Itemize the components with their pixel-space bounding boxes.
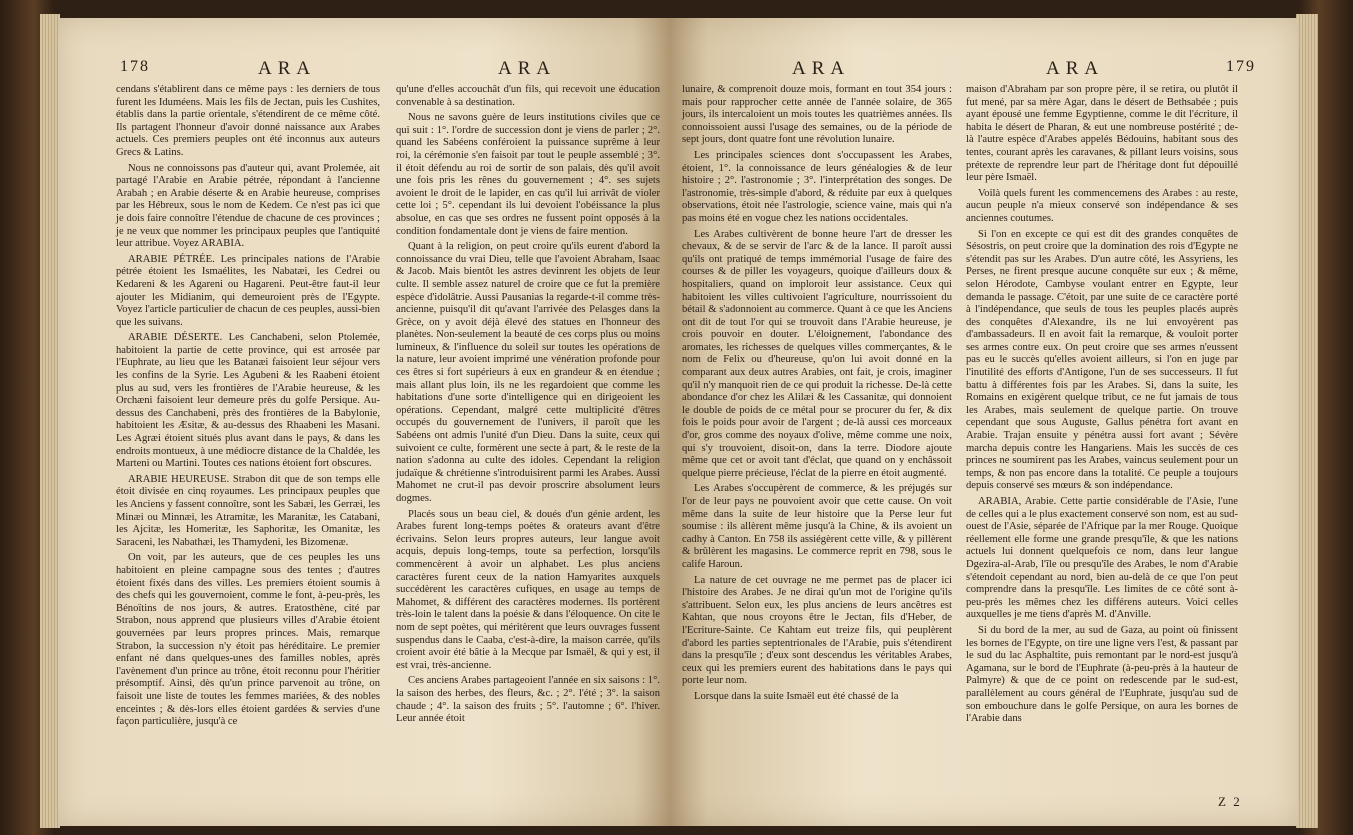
left-page: [58, 18, 670, 826]
paragraph: Voilà quels furent les commencemens des Arabes : au reste, aucun peuple n'a mieux conservé son indépendance & ses anciennes coutumes.: [966, 187, 1238, 224]
right-page-column-2: [966, 84, 1238, 729]
paragraph: ARABIA, Arabie. Cette partie considérable de l'Asie, l'une de celles qui a le plus exactement conservé son nom, est au sud-ouest de l'Asie, séparée de l'Afrique par la mer Rouge. Quoique réellement elle forme une grande presqu'île, & que les nations actuels lui donnent quelquefois ce nom, dans leur langue Dgezira-al-Arab, l'île ou presqu'île des Arabes, le nom d'Arabie s'étendoit cependant au nord, bien au-delà de ce que l'on peut comprendre dans la presqu'île. Les limites de ce côté sont à-peu-près les mêmes chez les différens auteurs. Voici celles auxquelles je me tiens d'après M. d'Anville.: [966, 496, 1238, 621]
paragraph: Les Arabes s'occupèrent de commerce, & les préjugés sur l'or de leur pays ne pouvoient avoir que cette cause. On voit même dans la suite de leur histoire que la Perse leur fut soumise : ils allèrent même jusqu'à la Chine, & ils avoient un cadhy à Canton. En 758 ils assiégèrent cette ville, & y pillèrent & brûlèrent les magasins. Le commerce reprit en 798, sous le calife Haroun.: [682, 483, 952, 570]
paragraph: Placés sous un beau ciel, & doués d'un génie ardent, les Arabes furent long-temps poètes & orateurs avant d'être écrivains. Selon leurs propres auteurs, leur langue avoit acquis, depuis long-temps, toute sa perfection, lorsqu'ils commencèrent à avoir un alphabet. Les plus anciens caractères furent ceux de la nation Hamyarites auxquels succédèrent les caractères cufiques, en usage au temps de Mahomet, & différent des caractères modernes. Ils portèrent très-loin le talent dans la poésie & dans l'éloquence. On cite le nom de sept poètes, qui méritèrent que leurs ouvrages fussent suspendus dans le Caaba, c'est-à-dire, la maison carrée, qu'ils croient avoir été bâtie à la Mecque par Ismaël, & qui y est, il est vrai, très-ancienne.: [396, 508, 660, 671]
paragraph: La nature de cet ouvrage ne me permet pas de placer ici l'histoire des Arabes. Je ne dirai qu'un mot de l'origine qu'ils s'attribuent. Selon eux, les plus anciens de leurs ancêtres est Kahtan, que nous croyons être le Jectan, fils d'Heber, de l'Ecriture-Sainte. Ce Kahtam eut treize fils, qui peuplèrent d'abord les parties septentrionales de l'Arabie, puis s'étendirent dans la presqu'île ; d'eux sont descendus les véritables Arabes, ceux qui les premiers eurent des habitations dans le pays qui porte leur nom.: [682, 574, 952, 687]
paragraph: Les Arabes cultivèrent de bonne heure l'art de dresser les chevaux, & de se servir de l'arc & de la lance. Il paroît aussi qu'ils ont pratiqué de temps immémorial l'usage de faire des courses & de piller les voyageurs, quoique d'ailleurs doux & hospitaliers, quand on imploroit leur assistance. Ceux qui habitoient les villes cultivoient l'agriculture, nourrissoient du bétail & s'adonnoient au commerce. Quant à ce que les Anciens ont dit de tout l'or qui se trouvoit dans l'Arabie heureuse, je crois pouvoir en douter. L'éloignement, l'abondance des aromates, les richesses de quelques villes commerçantes, & le nom de Felix ou d'heureuse, qu'on lui avoit donné en la comparant aux deux autres Arabies, ont fait, je crois, imaginer qu'il n'y manquoit rien de ce qui produit la richesse. De-là cette abondance d'or chez les Alilæi & les Cassanitæ, qui donnoient le double de poids de ce métal pour se procurer du fer, & dix fois le poids pour avoir de l'argent ; de-là aussi ces morceaux d'or, gros comme des noyaux d'olive, même comme une noix, qui s'y trouvoient, disoit-on, dans la terre. Diodore ajoute même que cet or avoit tant d'éclat, que quand on y enchâssoit quelque pierre précieuse, l'éclat de la pierre en étoit augmenté.: [682, 228, 952, 479]
running-head-right-b: ARA: [1046, 58, 1105, 79]
right-page-edges: [1296, 14, 1318, 828]
right-page-column-1: [682, 84, 952, 707]
paragraph: Ces anciens Arabes partageoient l'année en six saisons : 1°. la saison des herbes, des fleurs, &c. ; 2°. l'été ; 3°. la saison chaude ; 4°. la saison des fruits ; 5°. l'automne ; 6°. l'hiver. Leur année étoit: [396, 675, 660, 725]
paragraph: ARABIE DÉSERTE. Les Canchabeni, selon Ptolemée, habitoient la partie de cette province, qui est arrosée par l'Euphrate, au lieu que les Batanæi faisoient leur séjour vers les confins de la Syrie. Les Agubeni & les Raabeni étoient plus au sud, vers les frontières de l'Arabie heureuse, & les Orchæni faisoient leur demeure près du golfe Persique. Au-dessus des Canchabeni, près des frontières de la Babylonie, habitoient les Æsitæ, & au-dessus des Rhaabeni les Masani. Les Agræi étoient situés plus avant dans le pays, & dans les endroits montueux, à une médiocre distance de la Chaldée, les Marteni ou Martini. Toutes ces nations étoient fort obscures.: [116, 332, 380, 470]
left-page-column-1: [116, 84, 380, 732]
paragraph: Nous ne connoissons pas d'auteur qui, avant Prolemée, ait partagé l'Arabie en Arabie pétrée, répondant à l'ancienne Arabah ; en Arabie déserte & en Arabie heureuse, comprises par les Hébreux, sous le nom de Kedem. Ce n'est pas ici que je dois faire connoître l'étendue de chacune de ces provinces ; je ne veux que nommer les principaux peuples que l'antiquité leur attribue. Voyez ARABIA.: [116, 162, 380, 250]
paragraph: Quant à la religion, on peut croire qu'ils eurent d'abord la connoissance du vrai Dieu, telle que l'avoient Abraham, Isaac & Jacob. Mais bientôt les astres devinrent les objets de leur culte. Il semble assez naturel de croire que ce fut la première espèce d'idolâtrie. Aussi Pausanias la regarde-t-il comme très-ancienne, puisqu'il dit qu'avant l'arrivée des Pelasges dans la Grèce, on y avoit déjà élevé des statues en l'honneur des planètes. Non-seulement la beauté de ces corps plus ou moins lumineux, & l'influence du soleil sur toutes les opérations de la nature, leur avoient imprimé une vénération profonde pour ces êtres si fort supérieurs à eux en grandeur & en étendue ; mais allant plus loin, ils ne les regardoient que comme les habitations d'une sorte d'intelligence qui en dirigeoient les opérations. Cependant, malgré cette multiplicité d'êtres occupés du gouvernement de l'univers, il paroît que les Sabéens ont admis l'unité d'un Dieu. Dans la suite, ceux qui suivoient ce culte, formèrent une secte à part, & le reste de la nation s'adonna au culte des idoles. Cependant la religion judaïque & chrétienne s'introduisirent parmi les Arabes. Aussi Mahomet ne crut-il pas devoir proscrire absolument leurs dogmes.: [396, 241, 660, 504]
paragraph: maison d'Abraham par son propre père, il se retira, ou plutôt il fut mené, par sa mère Agar, dans le désert de Bethsabée ; puis ayant épousé une femme Egyptienne, comme le dit l'écriture, il habita le désert de Pharan, & eut une nombreuse postérité ; de-là l'autre espèce d'Arabes appelés Bédouins, habitant sous des tentes, courant après les caravanes, & pillant leurs voisins, sous prétexte de reprendre leur part de l'héritage dont fut dépouillé leur père Ismaël.: [966, 84, 1238, 184]
paragraph: qu'une d'elles accouchât d'un fils, qui recevoit une éducation convenable à sa destination.: [396, 84, 660, 108]
paragraph: lunaire, & comprenoit douze mois, formant en tout 354 jours : mais pour rapprocher cette année de l'année solaire, de 365 jours, ils intercaloient un mois toutes les quatrièmes années. Ils connoissoient aussi l'usage des semaines, ou de la période de sept jours, dont quatre font une révolution lunaire.: [682, 84, 952, 146]
paragraph: Les principales sciences dont s'occupassent les Arabes, étoient, 1°. la connoissance de leurs généalogies & de leur histoire ; 2°. l'astronomie ; 3°. l'interprétation des songes. De l'astronomie, très-simple d'abord, & réduite par eux à quelques observations, étoit née l'astrologie, science vaine, mais qui n'a pas moins été en vogue chez les nations occidentales.: [682, 149, 952, 224]
right-page: [670, 18, 1298, 826]
running-head-left-b: ARA: [498, 58, 557, 79]
page-number-right: 179: [1226, 58, 1256, 75]
paragraph: Si du bord de la mer, au sud de Gaza, au point où finissent les bornes de l'Egypte, on tire une ligne vers l'est, & passant par le sud du lac Asphaltite, puis remontant par le nord-est jusqu'à Agamana, sur le bord de l'Euphrate (à-peu-près à la hauteur de Palmyre) & que de ce point on redescende par le sud-est, parallèlement au cours général de l'Euphrate, jusqu'au sud de son embouchure dans le golfe Persique, on aura les bornes de l'Arabie dans: [966, 624, 1238, 725]
paragraph: ARABIE HEUREUSE. Strabon dit que de son temps elle étoit divisée en cinq royaumes. Les principaux peuples que les Anciens y fassent connoître, sont les Sabæi, les Gerræi, les Minæi ou Minnæi, les Atramitæ, les Maranitæ, les Catabani, les Ajcitæ, les Homeritæ, les Saphoritæ, les Omanitæ, les Saraceni, les Nabathæi, les Thamydeni, les Bizomenæ.: [116, 473, 380, 548]
left-page-column-2: [396, 84, 660, 729]
running-head-right-a: ARA: [792, 58, 851, 79]
paragraph: Nous ne savons guère de leurs institutions civiles que ce qui suit : 1°. l'ordre de succession dont je viens de parler ; 2°. quand les Sabéens conféroient la puissance suprême à leur roi, la cérémonie s'en faisoit par tout le peuple assemblé ; 3°. il étoit défendu au roi de sortir de son palais, dès qu'il avoit une fois pris les rênes du gouvernement ; 4°. ses sujets avoient le droit de le lapider, en cas qu'il lui arrivât de violer cette loi ; 5°. cependant ils lui devoient l'obéissance la plus absolue, en cas que ses ordres ne fussent point opposés à la condition fondamentale dont je viens de faire mention.: [396, 112, 660, 237]
paragraph: ARABIE PÉTRÉE. Les principales nations de l'Arabie pétrée étoient les Ismaélites, les Nabatæi, les Cedrei ou Kedareni & les Agareni ou Hagareni. Peut-être faut-il leur ajouter les Midianim, qui demeuroient près de l'Egypte. Voyez l'article particulier de chacun de ces peuples, aussi-bien que les suivans.: [116, 253, 380, 328]
paragraph: cendans s'établirent dans ce même pays : les derniers de tous furent les Iduméens. Mais les fils de Jectan, puis les Cushites, établis dans la partie orientale, s'étendirent de ce même côté. Ils partagent l'honneur d'avoir donné naissance aux Arabes actuels. Ces premiers peuples ont été inconnus aux auteurs Grecs & Latins.: [116, 84, 380, 158]
paragraph: On voit, par les auteurs, que de ces peuples les uns habitoient en pleine campagne sous des tentes ; d'autres étoient fixés dans des villes. Les premiers étoient soumis à des chefs qui les gouvernoient, comme le font, à-peu-près, les Bénoïtins de nos jours, & autres. Eratosthène, cité par Strabon, nous apprend que plusieurs villes d'Arabie étoient gouvernées par leurs propres princes. Mais, remarque Strabon, la succession n'y étoit pas héréditaire. Le premier enfant né dans quelques-unes des familles nobles, après l'avènement d'un prince au trône, étoit reconnu pour l'héritier présomptif. Ainsi, dès qu'un prince parvenoit au trône, on faisoit une liste de toutes les femmes mariées, & des nobles enceintes ; & dès-lors elles étoient gardées & servies d'une façon particulière, jusqu'à ce: [116, 552, 380, 728]
signature-mark: Z 2: [1218, 794, 1242, 809]
paragraph: Lorsque dans la suite Ismaël eut été chassé de la: [694, 690, 899, 702]
left-page-edges: [40, 14, 60, 828]
page-number-left: 178: [120, 58, 150, 75]
running-head-left-a: ARA: [258, 58, 317, 79]
paragraph: Si l'on en excepte ce qui est dit des grandes conquêtes de Sésostris, on peut croire que la domination des rois d'Egypte ne s'étendit pas sur les Arabes. D'un autre côté, les Assyriens, les Perses, ne firent presque aucune conquête sur eux ; & même, selon Hérodote, Cambyse voulant entrer en Egypte, leur demanda le passage. C'étoit, par une suite de ce caractère porté à l'indépendance, que seuls de tous les peuples placés auprès des conquêtes d'Alexandre, ils ne lui envoyèrent pas d'ambassadeurs. Il en avoit fait la remarque, & vouloit porter ses armes contre eux. On peut croire que ses armes n'eussent pas eu le succès qu'elles avoient ailleurs, si l'on en juge par l'inutilité des efforts d'Antigone, l'un de ses successeurs. Il fut battu à différentes fois par les Arabes. Si, dans la suite, les Romains en exigèrent quelque tribut, ce ne fut jamais de tous les Arabes, mais seulement de quelque partie. On trouve cependant que sous Auguste, Gallus pénétra fort avant en Arabie. Trajan ensuite y pénétra aussi fort avant ; Sévère marcha depuis contre les Hangariens. Mais les succès de ces princes ne soumirent pas les Arabes, vaincus seulement pour un temps, & non pas encore dans la totalité. Ce peuple a toujours depuis conservé ses mœurs & son indépendance.: [966, 228, 1238, 492]
